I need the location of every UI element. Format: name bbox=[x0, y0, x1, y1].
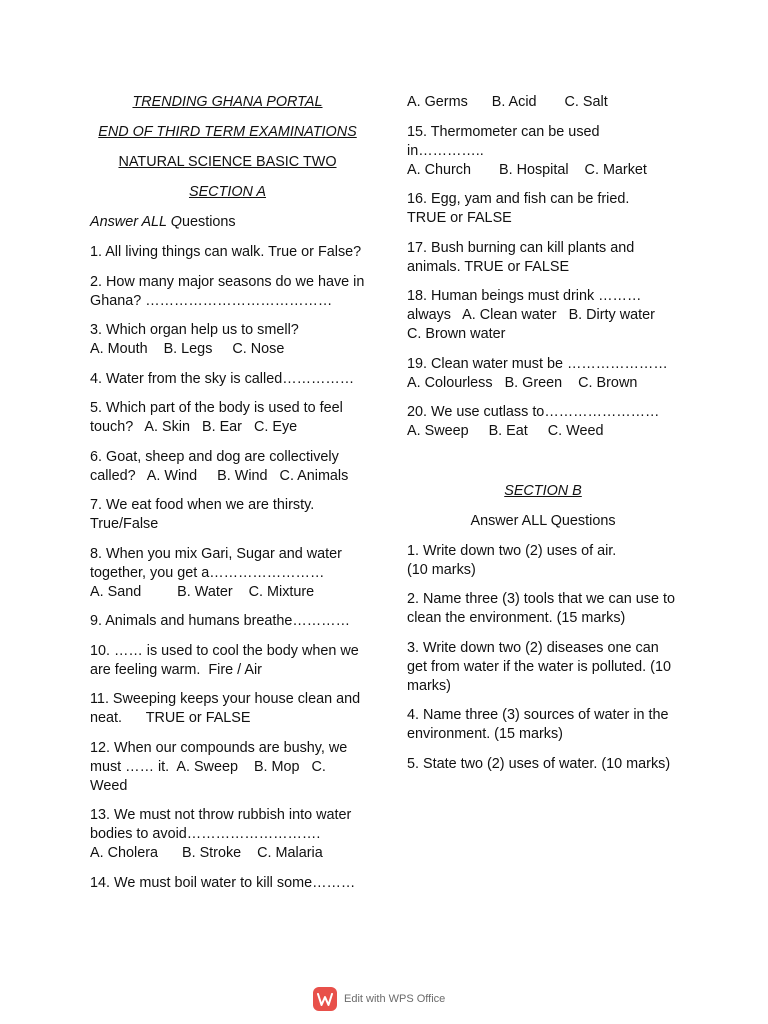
question-16: 16. Egg, yam and fish can be fried. TRUE or FALSE bbox=[407, 191, 630, 226]
question-2: 2. How many major seasons do we have in Ghana? ………………………………… bbox=[90, 273, 369, 309]
question-14-options: A. Germs B. Acid C. Salt bbox=[407, 94, 608, 110]
question-17: 17. Bush burning can kill plants and animals. TRUE or FALSE bbox=[407, 239, 639, 275]
wps-logo-icon[interactable] bbox=[313, 987, 337, 1011]
question-5: 5. Which part of the body is used to feel touch? A. Skin B. Ear C. Eye bbox=[90, 400, 347, 435]
question-6: 6. Goat, sheep and dog are collectively called? A. Wind B. Wind C. Animals bbox=[90, 448, 349, 484]
question-11: 11. Sweeping keeps your house clean and neat. TRUE or FALSE bbox=[90, 691, 365, 726]
question-3: 3. Which organ help us to smell? A. Mouth B. Legs C. Nose bbox=[90, 322, 299, 357]
wps-w-glyph bbox=[317, 993, 333, 1006]
right-column bbox=[407, 93, 683, 784]
wps-edit-label[interactable]: Edit with WPS Office bbox=[344, 992, 446, 1005]
section-b-question-1: 1. Write down two (2) uses of air. (10 marks) bbox=[407, 542, 617, 578]
exam-title: END OF THIRD TERM EXAMINATIONS bbox=[98, 124, 357, 140]
section-a-instruction-rest: uestions bbox=[182, 214, 236, 230]
question-1: 1. All living things can walk. True or False? bbox=[90, 244, 362, 260]
question-7: 7. We eat food when we are thirsty. True/False bbox=[90, 497, 318, 532]
question-18: 18. Human beings must drink ……… always A. Clean water B. Dirty water C. Brown water bbox=[407, 288, 655, 342]
left-column bbox=[90, 93, 369, 903]
wps-edit-banner[interactable] bbox=[313, 986, 445, 1012]
section-b-title: SECTION B bbox=[504, 482, 582, 499]
question-12: 12. When our compounds are bushy, we must …… it. A. Sweep B. Mop C. Weed bbox=[90, 739, 352, 794]
question-10: 10. …… is used to cool the body when we are feeling warm. Fire / Air bbox=[90, 642, 363, 678]
portal-title: TRENDING GHANA PORTAL bbox=[132, 94, 323, 110]
question-4: 4. Water from the sky is called…………… bbox=[90, 370, 355, 387]
section-b-question-2: 2. Name three (3) tools that we can use to clean the environment. (15 marks) bbox=[407, 591, 679, 626]
question-19: 19. Clean water must be ………………… A. Colourless B. Green C. Brown bbox=[407, 355, 683, 391]
section-gap bbox=[407, 452, 679, 482]
section-a-title: SECTION A bbox=[188, 184, 267, 200]
question-15: 15. Thermometer can be used in………….. A. Church B. Hospital C. Market bbox=[407, 123, 647, 178]
question-14: 14. We must boil water to kill some……… bbox=[90, 874, 356, 891]
section-b-question-5: 5. State two (2) uses of water. (10 marks) bbox=[407, 755, 671, 772]
question-8: 8. When you mix Gari, Sugar and water together, you get a…………………… A. Sand B. Water C. Mixture bbox=[90, 545, 352, 600]
section-b-question-4: 4. Name three (3) sources of water in the environment. (15 marks) bbox=[407, 707, 673, 742]
question-13: 13. We must not throw rubbish into water bodies to avoid………………………. A. Cholera B. Stroke C. Malaria bbox=[90, 807, 352, 861]
question-20: 20. We use cutlass to…………………… A. Sweep B. Eat C. Weed bbox=[407, 404, 683, 439]
section-a-instruction-italic: Answer ALL Q bbox=[90, 214, 182, 230]
subject-title: NATURAL SCIENCE BASIC TWO bbox=[118, 154, 337, 170]
section-a-instruction bbox=[90, 213, 365, 232]
section-b-instruction: Answer ALL Questions bbox=[470, 512, 616, 529]
section-b-question-3: 3. Write down two (2) diseases one can get from water if the water is polluted. (10 marks) bbox=[407, 639, 675, 694]
question-9: 9. Animals and humans breathe………… bbox=[90, 613, 350, 629]
